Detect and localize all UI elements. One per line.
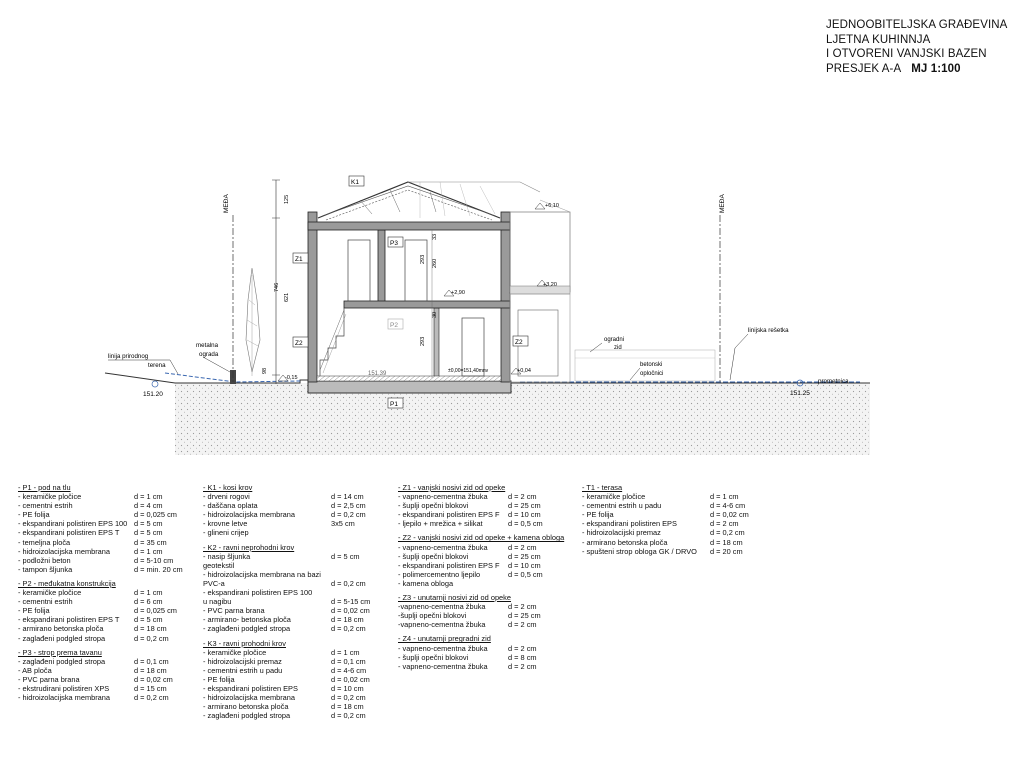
legend-row: [18, 501, 198, 510]
wall-left: [308, 212, 317, 382]
layer-name: - šuplji opečni blokovi: [398, 501, 469, 511]
layer-name: - vapneno-cementna žbuka: [398, 542, 488, 552]
layer-name: - armirano betonska ploča: [18, 624, 104, 634]
legend-row: [18, 597, 198, 606]
legend-group: [203, 543, 398, 634]
legend-row: [203, 528, 398, 537]
legend-row: [18, 675, 198, 684]
layer-name: - keramičke pločice: [18, 588, 82, 598]
layer-name: - podložni beton: [18, 555, 71, 565]
foundation-slab: [308, 381, 511, 393]
layer-name: - hidroizolacijska membrana na bazi: [203, 569, 321, 579]
layer-name: - ekspandirani polistiren EPS F: [398, 510, 500, 520]
layer-name: - cementni estrih u padu: [582, 501, 662, 511]
legend-row: [203, 693, 398, 702]
legend-row: [18, 588, 198, 597]
layer-thickness: d = 10 cm: [331, 683, 364, 693]
roof-pitched: [318, 182, 500, 218]
stair: [320, 308, 344, 376]
layer-thickness: d = 8 cm: [508, 652, 537, 662]
legend-row: [18, 547, 198, 556]
legend-row: [203, 588, 398, 597]
layer-name: -vapneno-cementna žbuka: [398, 620, 486, 630]
layer-thickness: d = 0,2 cm: [134, 633, 169, 643]
layer-name: - PVC parna brana: [18, 674, 80, 684]
legend-row: [18, 538, 198, 547]
legend-group: [398, 634, 578, 670]
layer-thickness: d = 0,02 cm: [710, 510, 749, 520]
legend-row: [18, 510, 198, 519]
level-m015: -0,15: [285, 375, 298, 381]
layer-thickness: d = 1 cm: [331, 647, 360, 657]
layer-name: - hidroizolacijski premaz: [203, 656, 282, 666]
layer-name: - keramičke pločice: [18, 492, 82, 502]
level-320: +3,20: [543, 282, 557, 288]
layer-name: - hidroizolacijska membrana: [203, 510, 296, 520]
layer-name: - ekspandirani polistiren EPS: [582, 519, 677, 529]
layer-thickness: d = 1 cm: [134, 546, 163, 556]
svg-text:621: 621: [284, 292, 290, 302]
layer-name: - glineni crijep: [203, 528, 249, 538]
legend-row: [203, 579, 398, 588]
legend-row: [18, 624, 198, 633]
legend-row: [203, 684, 398, 693]
layer-name: - šuplji opečni blokovi: [398, 652, 469, 662]
layer-name: - hidroizolacijski premaz: [582, 528, 661, 538]
svg-text:98: 98: [262, 367, 268, 374]
legend-group: [582, 483, 782, 556]
layer-thickness: d = 0,02 cm: [134, 674, 173, 684]
svg-text:293: 293: [420, 336, 426, 346]
legend-row: [203, 510, 398, 519]
meda-right-label: MEĐA: [719, 194, 726, 213]
door-upper-left: [348, 240, 370, 301]
layer-name: - ekspandirani polistiren EPS T: [18, 528, 120, 538]
annex-upper: [510, 212, 570, 292]
legend-row: [203, 675, 398, 684]
layer-thickness: d = 18 cm: [134, 624, 167, 634]
layer-thickness: d = 0,2 cm: [134, 693, 169, 703]
level-004: +0,04: [517, 368, 531, 374]
legend-group: [203, 483, 398, 538]
label-prometnica: prometnica: [818, 378, 849, 385]
layer-name: u nagibu: [203, 597, 232, 607]
meda-left-label: MEĐA: [223, 194, 230, 213]
layer-name: - AB ploča: [18, 665, 52, 675]
layer-name: - vapneno-cementna žbuka: [398, 643, 488, 653]
layer-name: - hidroizolacijska membrana: [203, 693, 296, 703]
layer-name: - zaglađeni podgled stropa: [203, 624, 291, 634]
layer-thickness: d = 5-10 cm: [134, 555, 174, 565]
legend-row: [398, 501, 578, 510]
legend-group-title: - K1 - kosi krov: [203, 483, 253, 492]
legend-row: [398, 620, 578, 629]
layer-name: - krovne letve: [203, 519, 248, 529]
legend-row: [203, 492, 398, 501]
layer-name: PVC-a: [203, 578, 225, 588]
layer-thickness: d = 18 cm: [331, 615, 364, 625]
legend-row: [203, 561, 398, 570]
layer-thickness: d = 0,2 cm: [710, 528, 745, 538]
legend-row: [18, 657, 198, 666]
label-zid: zid: [614, 345, 622, 351]
layer-thickness: d = 18 cm: [331, 702, 364, 712]
tag-p2: P2: [390, 322, 398, 329]
tag-z1: Z1: [295, 256, 303, 263]
label-oplocnici: opločnici: [640, 371, 664, 377]
ground-soil: [175, 383, 870, 455]
legend-row: [18, 565, 198, 574]
svg-text:33: 33: [432, 233, 438, 240]
layer-name: - hidroizolacijska membrana: [18, 546, 111, 556]
layer-thickness: d = 1 cm: [134, 588, 163, 598]
legend-group-title: - K3 - ravni prohodni krov: [203, 638, 286, 648]
layer-thickness: d = 0,02 cm: [331, 606, 370, 616]
layer-name: - spušteni strop obloga GK / DRVO: [582, 546, 697, 556]
legend-group-title: - T1 - terasa: [582, 483, 623, 492]
elev-left: 151.20: [143, 391, 163, 398]
layer-thickness: d = 5 cm: [134, 519, 163, 529]
layer-name: - PE folija: [18, 606, 50, 616]
level-290: +2,90: [451, 290, 465, 296]
layer-name: - PE folija: [18, 510, 50, 520]
legend-row: [203, 570, 398, 579]
layer-thickness: d = 10 cm: [508, 510, 541, 520]
layer-name: - armirano- betonska ploča: [203, 615, 291, 625]
legend-group-title: - P2 - međukatna konstrukcija: [18, 578, 116, 588]
layer-thickness: d = 14 cm: [331, 492, 364, 502]
layer-name: - ekstrudirani polistiren XPS: [18, 683, 110, 693]
legend-row: [203, 552, 398, 561]
layer-thickness: d = 2 cm: [508, 661, 537, 671]
legend-row: [582, 519, 782, 528]
layer-thickness: d = 0,1 cm: [331, 656, 366, 666]
legend-group: [398, 483, 578, 528]
level-000: ±0,00=151,40mnv: [448, 368, 489, 374]
layer-thickness: d = 2 cm: [508, 492, 537, 502]
layer-name: - PE folija: [203, 674, 235, 684]
legend-group-title: - Z4 - unutarnji pregradni zid: [398, 634, 491, 644]
scale-label: MJ 1:100: [911, 62, 961, 75]
layer-name: - cementni estrih: [18, 501, 73, 511]
layer-name: - kamena obloga: [398, 578, 454, 588]
layer-thickness: d = 4-6 cm: [710, 501, 746, 511]
floor-p1: [317, 376, 501, 381]
legend-row: [18, 528, 198, 537]
layer-thickness: d = 0,2 cm: [331, 510, 366, 520]
layer-thickness: d = 4 cm: [134, 501, 163, 511]
label-linija-prirodnog: linija prirodnog: [108, 353, 149, 360]
label-terena: terena: [148, 362, 166, 369]
label-ogradni: ogradni: [604, 337, 625, 343]
layer-thickness: d = 5 cm: [134, 615, 163, 625]
legend-group: [18, 579, 198, 643]
svg-text:293: 293: [420, 254, 426, 264]
layer-thickness: d = 0,2 cm: [331, 711, 366, 721]
layer-thickness: d = 0,5 cm: [508, 519, 543, 529]
level-610: +6,10: [545, 203, 559, 209]
tag-p3: P3: [390, 240, 398, 247]
legend-row: [203, 501, 398, 510]
layer-name: - vapneno-cementna žbuka: [398, 492, 488, 502]
layer-thickness: d = 10 cm: [508, 560, 541, 570]
layer-name: geotekstil: [203, 560, 235, 570]
layer-name: - hidroizolacijska membrana: [18, 693, 111, 703]
legend-row: [582, 528, 782, 537]
legend-col-4: [582, 483, 782, 561]
layer-name: - zaglađeni podgled stropa: [18, 656, 106, 666]
slab-p3: [308, 222, 510, 230]
legend-group-title: - Z3 - unutarnji nosivi zid od opeke: [398, 593, 511, 603]
layer-name: - temeljna ploča: [18, 537, 71, 547]
legend-group: [398, 593, 578, 629]
wall-right: [501, 212, 510, 382]
legend-row: [203, 702, 398, 711]
tag-z2-right: Z2: [515, 339, 523, 346]
tag-k1: K1: [351, 179, 359, 186]
legend-row: [18, 615, 198, 624]
legend-row: [398, 492, 578, 501]
legend-group-title: - Z1 - vanjski nosivi zid od opeke: [398, 483, 506, 492]
legend-row: [398, 570, 578, 579]
title-line-3: I OTVORENI VANJSKI BAZEN: [826, 48, 987, 60]
layer-thickness: d = 15 cm: [134, 683, 167, 693]
legend-row: [18, 492, 198, 501]
legend-row: [18, 519, 198, 528]
layer-name: - ekspandirani polistiren EPS: [203, 683, 298, 693]
layer-thickness: d = 2 cm: [508, 643, 537, 653]
layer-name: - PE folija: [582, 510, 614, 520]
legend-row: [203, 624, 398, 633]
elev-right: 151.25: [790, 390, 810, 397]
layer-thickness: d = 5-15 cm: [331, 597, 371, 607]
layer-name: - vapneno-cementna žbuka: [398, 661, 488, 671]
tag-p1: P1: [390, 401, 398, 408]
legend-row: [398, 653, 578, 662]
legend-row: [203, 711, 398, 720]
layer-thickness: d = 0,2 cm: [331, 693, 366, 703]
tree: [246, 268, 260, 372]
legend-row: [18, 666, 198, 675]
layer-name: - ekspandirani polistiren EPS 100: [203, 588, 313, 598]
layer-name: - keramičke pločice: [582, 492, 646, 502]
layer-name: - ljepilo + mrežica + silikat: [398, 519, 483, 529]
legend-row: [398, 579, 578, 588]
legend-row: [398, 561, 578, 570]
layer-thickness: d = 18 cm: [134, 665, 167, 675]
layer-thickness: d = 0,025 cm: [134, 510, 177, 520]
layer-thickness: d = 25 cm: [508, 611, 541, 621]
legend-row: [398, 602, 578, 611]
layer-thickness: d = 2,5 cm: [331, 501, 366, 511]
legend-group: [398, 533, 578, 588]
legend-row: [398, 552, 578, 561]
legend-row: [582, 492, 782, 501]
label-betonski: betonski: [640, 362, 663, 368]
layer-thickness: 3x5 cm: [331, 519, 355, 529]
tag-z2-left: Z2: [295, 340, 303, 347]
layer-thickness: d = 6 cm: [134, 597, 163, 607]
layer-name: - keramičke pločice: [203, 647, 267, 657]
legend-row: [582, 510, 782, 519]
layer-name: -vapneno-cementna žbuka: [398, 602, 486, 612]
layer-name: - cementni estrih: [18, 597, 73, 607]
elev-floor: 151.39: [368, 371, 387, 377]
label-linijska: linijska rešetka: [748, 327, 789, 334]
layer-thickness: d = 25 cm: [508, 501, 541, 511]
layer-name: - daščana oplata: [203, 501, 258, 511]
legend-group: [18, 648, 198, 703]
legend-row: [203, 615, 398, 624]
legend-col-3: [398, 483, 578, 676]
legend-row: [203, 666, 398, 675]
layer-thickness: d = 25 cm: [508, 551, 541, 561]
legend-row: [203, 657, 398, 666]
title-line-1: JEDNOOBITELJSKA GRAĐEVINA: [826, 19, 1008, 31]
layer-thickness: d = 0,025 cm: [134, 606, 177, 616]
svg-text:30: 30: [432, 311, 438, 318]
layer-thickness: d = 1 cm: [134, 492, 163, 502]
slab-p2: [344, 301, 510, 308]
door-upper-right: [405, 240, 427, 301]
label-metalna: metalna: [196, 342, 219, 349]
wall-mid-upper: [378, 230, 385, 302]
layer-thickness: d = 4-6 cm: [331, 665, 367, 675]
layer-name: - zaglađeni podgled stropa: [18, 633, 106, 643]
layer-name: - polimercementno ljepilo: [398, 569, 481, 579]
layer-name: - nasip šljunka: [203, 551, 251, 561]
legend-row: [398, 543, 578, 552]
legend-row: [398, 644, 578, 653]
legend-row: [203, 648, 398, 657]
layer-thickness: d = 5 cm: [134, 528, 163, 538]
roof-overhang: [408, 182, 540, 192]
layer-name: - armirano betonska ploča: [582, 537, 668, 547]
layer-name: - ekspandirani polistiren EPS F: [398, 560, 500, 570]
legend-row: [18, 606, 198, 615]
legend-row: [582, 501, 782, 510]
layer-thickness: d = min. 20 cm: [134, 564, 183, 574]
legend-group-title: - P1 - pod na tlu: [18, 483, 71, 492]
layer-name: - tampon šljunka: [18, 564, 73, 574]
layer-thickness: d = 0,1 cm: [134, 656, 169, 666]
layer-name: - PVC parna brana: [203, 606, 265, 616]
legend-row: [398, 510, 578, 519]
legend-group: [203, 639, 398, 721]
legend-row: [398, 662, 578, 671]
legend-row: [18, 556, 198, 565]
layer-thickness: d = 0,02 cm: [331, 674, 370, 684]
layer-thickness: d = 35 cm: [134, 537, 167, 547]
layer-name: - zaglađeni podgled stropa: [203, 711, 291, 721]
legend-row: [18, 684, 198, 693]
layer-name: - ekspandirani polistiren EPS T: [18, 615, 120, 625]
layer-thickness: d = 0,5 cm: [508, 569, 543, 579]
layer-thickness: d = 5 cm: [331, 551, 360, 561]
legend-group: [18, 483, 198, 574]
legend-row: [203, 519, 398, 528]
legend-group-title: - Z2 - vanjski nosivi zid od opeke + kamena obloga: [398, 533, 565, 543]
layer-thickness: d = 20 cm: [710, 546, 743, 556]
layer-name: - drveni rogovi: [203, 492, 250, 502]
legend-row: [203, 606, 398, 615]
legend-group-title: - P3 - strop prema tavanu: [18, 647, 102, 657]
layer-thickness: d = 0,2 cm: [331, 578, 366, 588]
svg-text:125: 125: [284, 194, 290, 204]
dim-line-vertical: [272, 180, 280, 384]
layer-thickness: d = 2 cm: [710, 519, 739, 529]
legend-row: [582, 547, 782, 556]
legend-row: [18, 634, 198, 643]
layer-name: - šuplji opečni blokovi: [398, 551, 469, 561]
section-name: PRESJEK A-A: [826, 62, 902, 75]
layer-thickness: d = 2 cm: [508, 620, 537, 630]
layer-name: - ekspandirani polistiren EPS 100: [18, 519, 128, 529]
legend-row: [398, 519, 578, 528]
legend-row: [398, 611, 578, 620]
layer-thickness: d = 2 cm: [508, 542, 537, 552]
label-ograda: ograda: [199, 351, 219, 358]
layer-name: -šuplji opečni blokovi: [398, 611, 467, 621]
legend-col-2: [203, 483, 398, 725]
legend-col-1: [18, 483, 198, 707]
svg-text:746: 746: [274, 282, 280, 292]
layer-thickness: d = 1 cm: [710, 492, 739, 502]
legend-row: [582, 538, 782, 547]
title-line-2: LJETNA KUHINNJA: [826, 33, 931, 46]
layer-thickness: d = 0,2 cm: [331, 624, 366, 634]
layer-name: - cementni estrih u padu: [203, 665, 283, 675]
legend-row: [203, 597, 398, 606]
layer-name: - armirano betonska ploča: [203, 702, 289, 712]
layer-thickness: d = 2 cm: [508, 602, 537, 612]
legend-row: [18, 693, 198, 702]
legend-group-title: - K2 - ravni neprohodni krov: [203, 542, 295, 552]
svg-text:260: 260: [432, 258, 438, 268]
layer-thickness: d = 18 cm: [710, 537, 743, 547]
